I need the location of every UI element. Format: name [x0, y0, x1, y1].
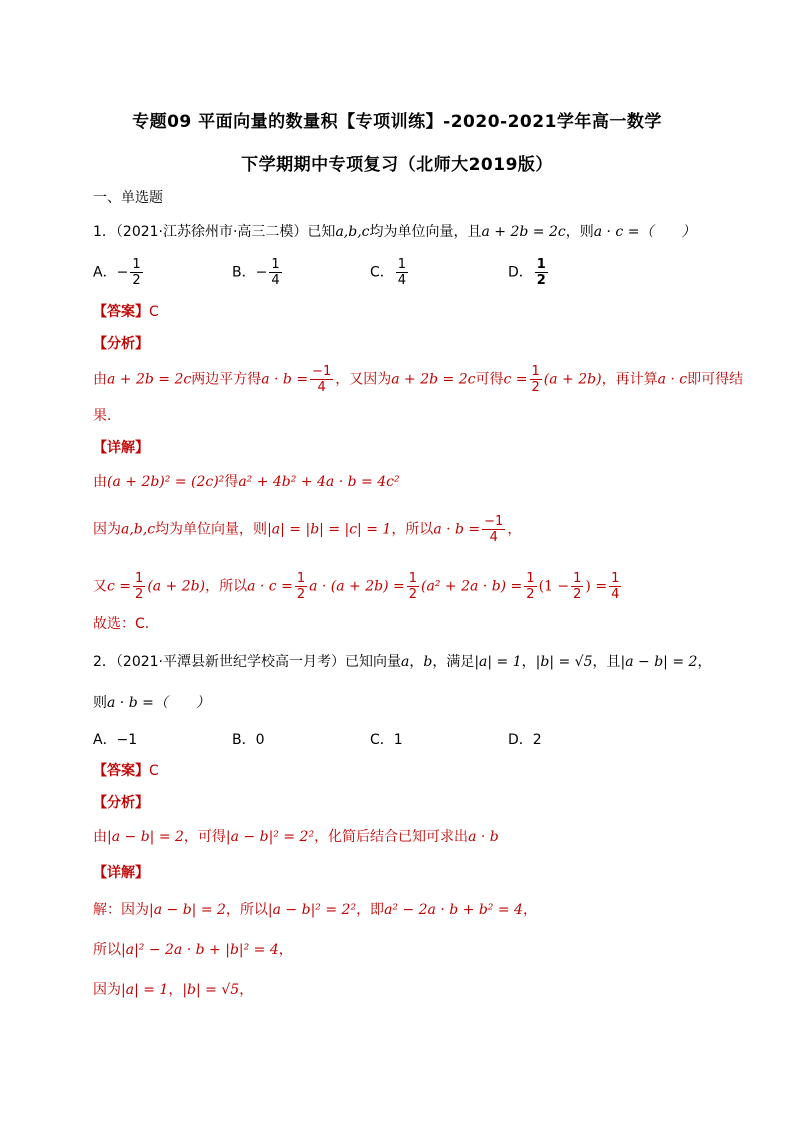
q1-detail-2-vectors: a,b,c: [121, 521, 156, 538]
q2-detail-tag-text: 【详解】: [93, 865, 149, 881]
document-title-line-2: 下学期期中专项复习（北师大2019版）: [241, 155, 553, 175]
q2-detail-1-text-g: ，: [522, 902, 537, 918]
q2-detail-1-text-a: 解：因为: [93, 902, 149, 918]
q2-detail-1-expand: a² − 2a · b + b² = 4: [384, 902, 523, 918]
q1-stem-text-c: 均为单位向量，且: [369, 224, 482, 240]
q1-detail-3-square: (a² + 2a · b) =: [421, 578, 523, 595]
q1-analysis-dot: a · b =: [261, 371, 309, 388]
q2-detail-3-text-e: ，: [239, 982, 254, 998]
q1-answer-tag: 【答案】: [93, 304, 149, 320]
q2-answer-value: C: [149, 763, 159, 779]
q1-detail-tag: [93, 437, 149, 457]
q1-stem-text-e: ，则: [565, 224, 594, 240]
q1-analysis-c-eq: c =: [503, 371, 528, 388]
q1-analysis-line-1: [93, 364, 743, 395]
q1-option-c-den: 4: [397, 273, 407, 288]
q1-analysis-tag: [93, 333, 149, 353]
q2-stem-line-2: [93, 692, 210, 712]
q1-analysis-text-e: ，又因为: [335, 371, 392, 388]
q1-stem-equation: a + 2b = 2c: [481, 224, 566, 240]
q1-detail-line-1: [93, 471, 400, 491]
q1-detail-line-2: [93, 514, 521, 545]
q2-detail-1-text-c: ，所以: [225, 902, 268, 918]
q1-stem-text-a: 1．（2021·江苏徐州市·高三二模）已知: [93, 224, 336, 240]
q2-stem-2-text-a: 则: [93, 695, 107, 711]
q1-detail-3-text-a: 又: [93, 578, 107, 595]
q1-analysis-line-2: 果．: [93, 408, 121, 424]
q1-stem: [93, 221, 695, 241]
q2-analysis-tag: [93, 792, 149, 812]
q1-option-a-label: A．−: [93, 264, 129, 281]
q2-detail-1-square: |a − b|² = 2²: [267, 902, 357, 918]
q1-stem-vectors: a,b,c: [335, 224, 370, 240]
q1-detail-3-half4-num: 1: [526, 571, 535, 586]
q1-detail-3-half5-num: 1: [573, 571, 582, 586]
q2-detail-2-expand: |a|² − 2a · b + |b|² = 4: [121, 942, 279, 958]
q1-option-d-label: D．: [508, 264, 533, 281]
q1-detail-2-frac-num: −1: [484, 514, 504, 529]
q1-option-c-num: 1: [397, 257, 407, 272]
q2-detail-tag: [93, 862, 149, 882]
q2-stem-norm-b: |b| = √5: [535, 654, 593, 670]
q2-detail-3-norm-b: |b| = √5: [182, 982, 240, 998]
q1-analysis-frac-den: 4: [317, 380, 326, 395]
q1-detail-3-expand: a · (a + 2b) =: [309, 578, 405, 595]
q1-detail-2-text-e: ，所以: [391, 521, 434, 538]
q1-analysis-half-num: 1: [531, 364, 540, 379]
q2-stem-text-i: ，且: [592, 654, 621, 670]
q1-analysis-frac-num: −1: [312, 364, 332, 379]
q1-option-c: [370, 257, 410, 288]
q1-detail-2-text-a: 因为: [93, 521, 121, 538]
q2-stem-text-e: ，满足: [432, 654, 475, 670]
q1-detail-1-text-c: 得: [224, 474, 239, 490]
q1-detail-3-result-den: 4: [611, 587, 620, 602]
q2-analysis-text-e: ，化简后结合已知可求出: [314, 829, 469, 845]
q1-detail-3-half2-den: 2: [296, 587, 306, 602]
q1-detail-3-close: ) =: [585, 578, 608, 595]
q1-option-b-num: 1: [271, 257, 280, 272]
q1-analysis-text-a: 由: [93, 371, 107, 388]
q1-detail-3-half3-num: 1: [408, 571, 418, 586]
q2-analysis-text-a: 由: [93, 829, 107, 845]
q1-detail-3-c-eq: c =: [107, 578, 132, 595]
q2-detail-2-text-a: 所以: [93, 942, 121, 958]
q2-stem-2-question: a · b =（ ）: [107, 695, 210, 711]
q2-detail-3-text-c: ，: [168, 982, 183, 998]
q1-option-b: [232, 257, 284, 288]
q2-detail-2-text-c: ，: [278, 942, 293, 958]
q2-analysis-line: [93, 826, 499, 846]
section-heading: 一、单选题: [93, 190, 163, 206]
q2-detail-line-2: [93, 939, 293, 959]
q1-analysis-ac: a · c: [657, 371, 688, 388]
q2-analysis-square: |a − b|² = 2²: [225, 829, 315, 845]
q1-detail-2-text-c: 均为单位向量，则: [155, 521, 268, 538]
q2-option-a: A．−1: [93, 732, 138, 748]
q1-analysis-tag-text: 【分析】: [93, 336, 149, 352]
q1-detail-3-half5-den: 2: [573, 587, 582, 602]
q1-detail-3-one-minus: (1 −: [538, 578, 570, 595]
q2-stem: [93, 651, 711, 671]
q2-detail-line-1: [93, 899, 537, 919]
q2-detail-line-3: [93, 979, 253, 999]
q1-detail-3-half-num: 1: [135, 571, 144, 586]
q2-detail-3-text-a: 因为: [93, 982, 121, 998]
q1-detail-line-3: [93, 571, 623, 602]
q2-analysis-tag-text: 【分析】: [93, 795, 149, 811]
q1-detail-2-frac-den: 4: [489, 530, 498, 545]
q1-detail-3-half4-den: 2: [526, 587, 535, 602]
q1-option-d-num: 1: [536, 257, 546, 272]
q1-answer-value: C: [149, 304, 159, 320]
q1-detail-1-square: (a + 2b)² = (2c)²: [107, 474, 225, 490]
q1-final: 故选：C．: [93, 616, 159, 632]
q2-stem-norm-a: |a| = 1: [474, 654, 522, 670]
q1-option-a-num: 1: [132, 257, 141, 272]
q1-analysis-text-c: 两边平方得: [191, 371, 262, 388]
q1-detail-2-dot: a · b =: [433, 521, 481, 538]
q1-option-d: [508, 257, 550, 288]
q1-detail-3-ac: a · c =: [247, 578, 293, 595]
q1-detail-1-text-a: 由: [93, 474, 107, 490]
q2-stem-text-k: ，: [697, 654, 712, 670]
q1-detail-3-half2-num: 1: [296, 571, 306, 586]
q1-detail-3-half-den: 2: [135, 587, 144, 602]
q1-detail-2-norms: |a| = |b| = |c| = 1: [267, 521, 392, 538]
q1-option-c-label: C．: [370, 264, 394, 281]
q2-analysis-dot: a · b: [468, 829, 499, 845]
q2-detail-1-text-e: ，即: [356, 902, 385, 918]
q1-analysis-text-l: 即可得结: [687, 371, 744, 388]
q2-stem-text-c: ，: [409, 654, 424, 670]
q2-option-b: B．0: [232, 732, 265, 748]
q1-detail-3-result-num: 1: [611, 571, 620, 586]
q1-detail-3-text-e: ，所以: [205, 578, 248, 595]
q1-answer: [93, 301, 159, 321]
q1-stem-question: a · c =（ ）: [593, 224, 696, 240]
q1-option-b-den: 4: [271, 273, 280, 288]
q1-detail-3-paren: (a + 2b): [147, 578, 206, 595]
q2-option-d: D．2: [508, 732, 542, 748]
q1-analysis-half-den: 2: [531, 380, 540, 395]
q1-analysis-text-j: ，再计算: [601, 371, 658, 388]
document-title-line-1: 专题09 平面向量的数量积【专项训练】-2020-2021学年高一数学: [132, 112, 662, 132]
q1-analysis-eq-2: a + 2b = 2c: [391, 371, 476, 388]
q2-analysis-norm: |a − b| = 2: [107, 829, 184, 845]
q1-detail-2-text-g: ，: [507, 521, 522, 538]
q2-detail-3-norm-a: |a| = 1: [121, 982, 169, 998]
q2-detail-1-norm: |a − b| = 2: [149, 902, 226, 918]
q1-option-d-den: 2: [536, 273, 546, 288]
q2-stem-vec-b: b: [423, 654, 433, 670]
q2-stem-text-g: ，: [521, 654, 536, 670]
q1-detail-tag-text: 【详解】: [93, 440, 149, 456]
q1-detail-3-half3-den: 2: [408, 587, 418, 602]
q1-detail-1-expand: a² + 4b² + 4a · b = 4c²: [238, 474, 400, 490]
q2-analysis-text-c: ，可得: [183, 829, 226, 845]
q2-stem-norm-diff: |a − b| = 2: [620, 654, 698, 670]
q2-option-c: C．1: [370, 732, 403, 748]
q2-stem-vec-a: a: [401, 654, 410, 670]
q1-option-a: [93, 257, 145, 288]
q1-option-a-den: 2: [132, 273, 141, 288]
q2-answer: [93, 760, 159, 780]
q2-answer-tag: 【答案】: [93, 763, 149, 779]
q1-analysis-text-g: 可得: [475, 371, 504, 388]
q1-analysis-eq-1: a + 2b = 2c: [107, 371, 192, 388]
q1-option-b-label: B．−: [232, 264, 268, 281]
q2-stem-text-a: 2．（2021·平潭县新世纪学校高一月考）已知向量: [93, 654, 401, 670]
q1-analysis-paren: (a + 2b): [543, 371, 602, 388]
